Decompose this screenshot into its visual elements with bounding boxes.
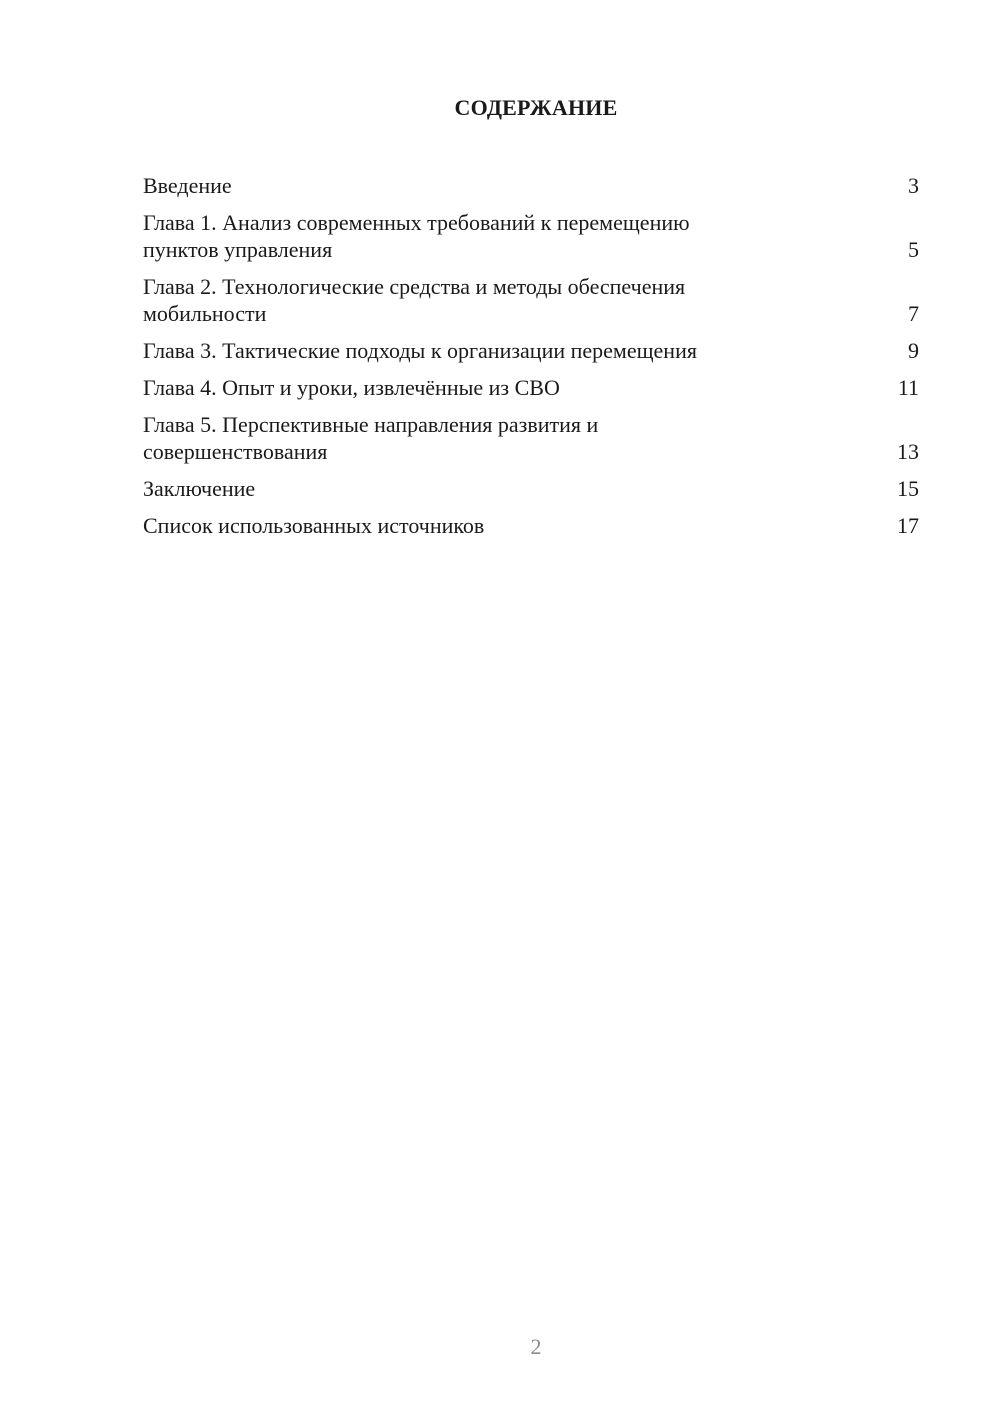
toc-entry-title xyxy=(143,337,908,364)
toc-entry-title-line: Глава 3. Тактические подходы к организации перемещения xyxy=(143,338,697,363)
toc-entry-title-line: Глава 1. Анализ современных требований к перемещению xyxy=(143,210,690,235)
toc-entry-title xyxy=(143,374,898,401)
toc-entry-title-line: Глава 4. Опыт и уроки, извлечённые из СВО xyxy=(143,375,560,400)
toc-entry-title-line: Глава 2. Технологические средства и методы обеспечения xyxy=(143,274,686,299)
toc-entry-chapter-5 xyxy=(143,411,919,465)
toc-entry-title xyxy=(143,273,908,327)
toc-entry-page: 5 xyxy=(908,237,919,262)
toc-entry-page: 9 xyxy=(908,338,919,363)
toc-entry-page: 17 xyxy=(897,513,919,538)
toc-entry-chapter-4 xyxy=(143,374,919,401)
toc-entry-page: 13 xyxy=(897,439,919,464)
toc-entry-chapter-3 xyxy=(143,337,919,364)
toc-entry-title-line: пунктов управления xyxy=(143,237,333,262)
toc-entry-conclusion xyxy=(143,475,919,502)
toc-entry-references xyxy=(143,512,919,539)
toc-entry-chapter-1 xyxy=(143,209,919,263)
toc-entry-introduction xyxy=(143,172,919,199)
toc-entry-chapter-2 xyxy=(143,273,919,327)
toc-entry-title-line: совершенствования xyxy=(143,439,328,464)
toc-entry-title-line: Введение xyxy=(143,173,232,198)
toc-entry-page: 7 xyxy=(908,301,919,326)
toc-entry-page: 15 xyxy=(897,476,919,501)
toc-entry-title xyxy=(143,172,908,199)
toc-entry-title xyxy=(143,475,897,502)
toc-entry-title-line: Список использованных источников xyxy=(143,513,485,538)
page-number: 2 xyxy=(530,1334,542,1359)
toc-entry-title xyxy=(143,209,908,263)
toc-entry-title xyxy=(143,512,897,539)
toc-entry-title-line: Заключение xyxy=(143,476,256,501)
toc-entry-title xyxy=(143,411,897,465)
table-of-contents xyxy=(143,172,919,549)
toc-entry-page: 11 xyxy=(897,375,919,400)
toc-entry-page: 3 xyxy=(908,173,919,198)
page-title: СОДЕРЖАНИЕ xyxy=(454,95,618,120)
toc-entry-title-line: Глава 5. Перспективные направления развития и xyxy=(143,412,599,437)
toc-entry-title-line: мобильности xyxy=(143,301,267,326)
